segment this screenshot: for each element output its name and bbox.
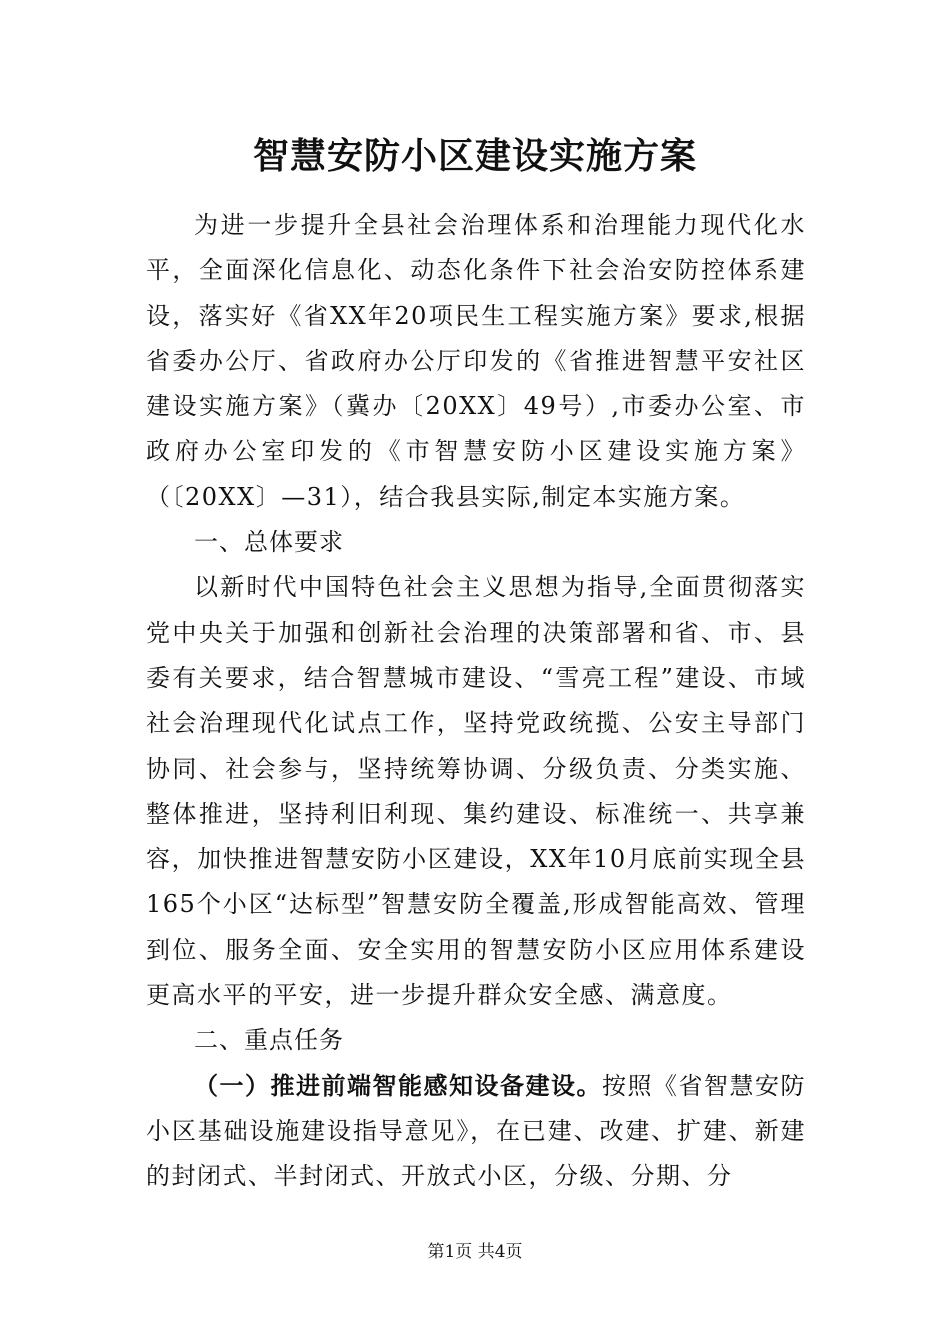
section-paragraph-overall-requirements: 以新时代中国特色社会主义思想为指导,全面贯彻落实党中央关于加强和创新社会治理的决策部署和省、市、县委有关要求，结合智慧城市建设、“雪亮工程”建设、市域社会治理现代化试点工作，坚持党政统揽、公安主导部门协同、社会参与，坚持统筹协调、分级负责、分类实施、整体推进，坚持利旧利现、集约建设、标准统一、共享兼容，加快推进智慧安防小区建设，XX年10月底前实现全县165个小区“达标型”智慧安防全覆盖,形成智能高效、管理到位、服务全面、安全实用的智慧安防小区应用体系建设更高水平的平安，进一步提升群众安全感、满意度。 <box>146 573 806 1010</box>
subsection-heading-front-end-devices: （一）推进前端智能感知设备建设。 <box>194 1071 602 1100</box>
document-title: 智慧安防小区建设实施方案 <box>252 136 697 177</box>
page-number: 第1页 共4页 <box>427 1242 523 1262</box>
subsection-paragraph-front-end-devices <box>146 1064 806 1200</box>
document-body <box>146 203 806 1200</box>
section-heading-key-tasks: 二、重点任务 <box>194 1026 344 1055</box>
section-heading-overall-requirements: 一、总体要求 <box>194 528 344 557</box>
subsection-text-front-end-devices: 按照《省智慧安防小区基础设施建设指导意见》，在已建、改建、扩建、新建的封闭式、半封闭式、开放式小区，分级、分期、分 <box>146 1071 806 1191</box>
intro-paragraph: 为进一步提升全县社会治理体系和治理能力现代化水平，全面深化信息化、动态化条件下社会治安防控体系建设，落实好《省XX年20项民生工程实施方案》要求,根据省委办公厅、省政府办公厅印发的《省推进智慧平安社区建设实施方案》（冀办〔20XX〕49号）,市委办公室、市政府办公室印发的《市智慧安防小区建设实施方案》（〔20XX〕—31），结合我县实际,制定本实施方案。 <box>146 211 806 511</box>
